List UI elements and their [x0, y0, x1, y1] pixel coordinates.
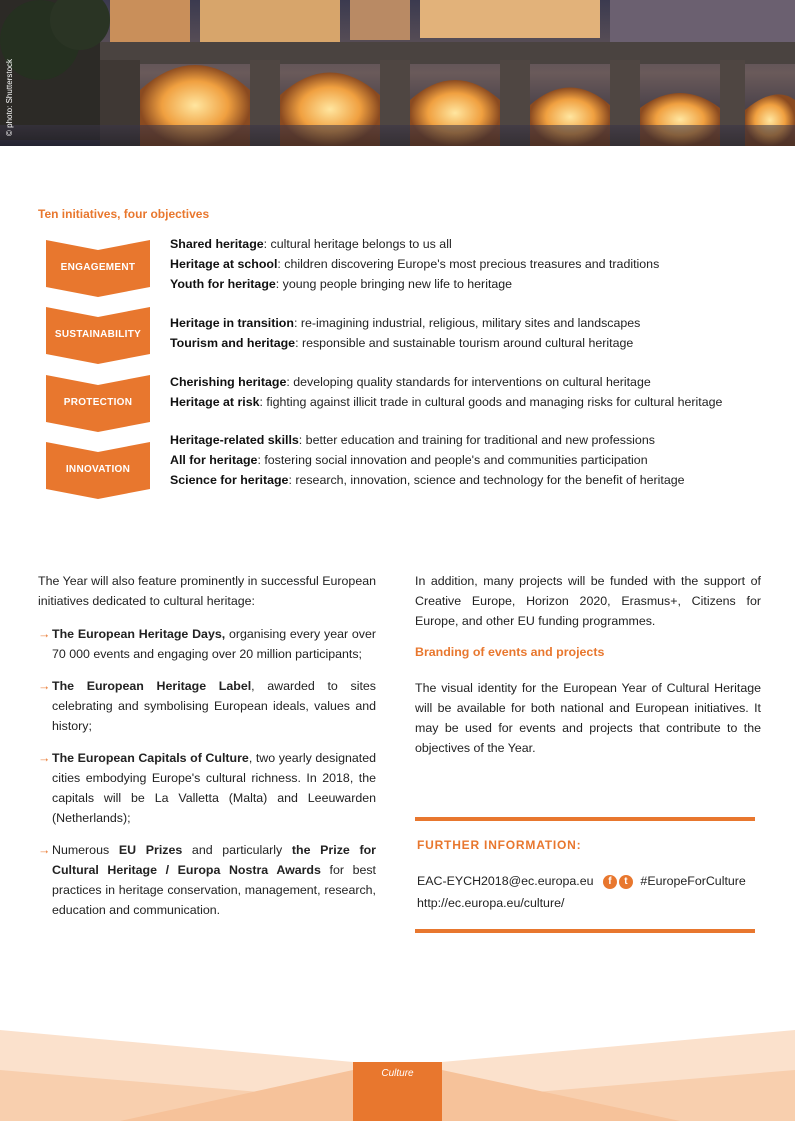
twitter-icon[interactable]: t — [619, 875, 633, 889]
initiative-item: Heritage at school: children discovering Europe's most precious treasures and traditions — [170, 257, 660, 271]
social-icons — [603, 875, 633, 889]
list-item: → The European Heritage Days, organising every year over 70 000 events and engaging over 20 million participants; — [38, 624, 376, 664]
facebook-icon[interactable]: f — [603, 875, 617, 889]
initiative-item: Shared heritage: cultural heritage belongs to us all — [170, 237, 452, 251]
initiatives-title: Ten initiatives, four objectives — [38, 207, 210, 221]
sustainability-initiatives — [170, 313, 640, 353]
arrow-icon: → — [38, 751, 51, 765]
right-intro: In addition, many projects will be funded with the support of Creative Europe, Horizon 2020, Erasmus+, Citizens for Europe, and other EU funding programmes. — [415, 574, 761, 628]
contact-block — [417, 870, 746, 914]
initiative-item: Heritage at risk: fighting against illicit trade in cultural goods and managing risks for cultural heritage — [170, 395, 723, 409]
initiative-item: Youth for heritage: young people bringing new life to heritage — [170, 277, 513, 291]
left-intro: The Year will also feature prominently in successful European initiatives dedicated to cultural heritage: — [38, 574, 376, 608]
initiative-item: Science for heritage: research, innovation, science and technology for the benefit of heritage — [170, 473, 685, 487]
arrow-icon: → — [38, 679, 51, 693]
engagement-initiatives — [170, 234, 659, 294]
culture-url-link[interactable]: http://ec.europa.eu/culture/ — [417, 896, 565, 910]
divider-top — [415, 817, 755, 821]
list-item: → The European Heritage Label, awarded to sites celebrating and symbolising European ideals, values and history; — [38, 676, 376, 736]
header-photo — [0, 0, 795, 146]
arrow-icon: → — [38, 843, 51, 857]
footer-culture-tab: Culture — [353, 1062, 442, 1121]
objective-innovation-chevron: INNOVATION — [46, 442, 150, 499]
hashtag[interactable]: #EuropeForCulture — [640, 874, 746, 888]
list-item: → The European Capitals of Culture, two yearly designated cities embodying Europe's cultural richness. In 2018, the capitals will be La Valletta (Malta) and Leeuwarden (Netherlands); — [38, 748, 376, 828]
objective-engagement-chevron: ENGAGEMENT — [46, 240, 150, 297]
contact-email[interactable]: EAC-EYCH2018@ec.europa.eu — [417, 874, 594, 888]
initiative-item: All for heritage: fostering social innovation and people's and communities participation — [170, 453, 648, 467]
initiative-item: Cherishing heritage: developing quality standards for interventions on cultural heritage — [170, 375, 651, 389]
further-info-title: FURTHER INFORMATION: — [417, 838, 582, 852]
initiatives-bullet-list — [38, 624, 376, 932]
protection-initiatives — [170, 372, 722, 412]
divider-bottom — [415, 929, 755, 933]
innovation-initiatives — [170, 430, 685, 490]
photo-credit: © photo: Shutterstock — [5, 58, 14, 136]
initiative-item: Heritage-related skills: better education and training for traditional and new professions — [170, 433, 655, 447]
objective-protection-chevron: PROTECTION — [46, 375, 150, 432]
arrow-icon: → — [38, 627, 51, 641]
initiative-item: Heritage in transition: re-imagining industrial, religious, military sites and landscapes — [170, 316, 641, 330]
initiative-item: Tourism and heritage: responsible and sustainable tourism around cultural heritage — [170, 336, 634, 350]
branding-title: Branding of events and projects — [415, 645, 605, 659]
branding-text: The visual identity for the European Year of Cultural Heritage will be available for both national and European initiatives. It may be used for events and projects that contribute to the objectives of the Year. — [415, 681, 761, 755]
objective-sustainability-chevron: SUSTAINABILITY — [46, 307, 150, 364]
list-item: → Numerous EU Prizes and particularly the Prize for Cultural Heritage / Europa Nostra Awards for best practices in heritage conservation, management, research, education and communication. — [38, 840, 376, 920]
